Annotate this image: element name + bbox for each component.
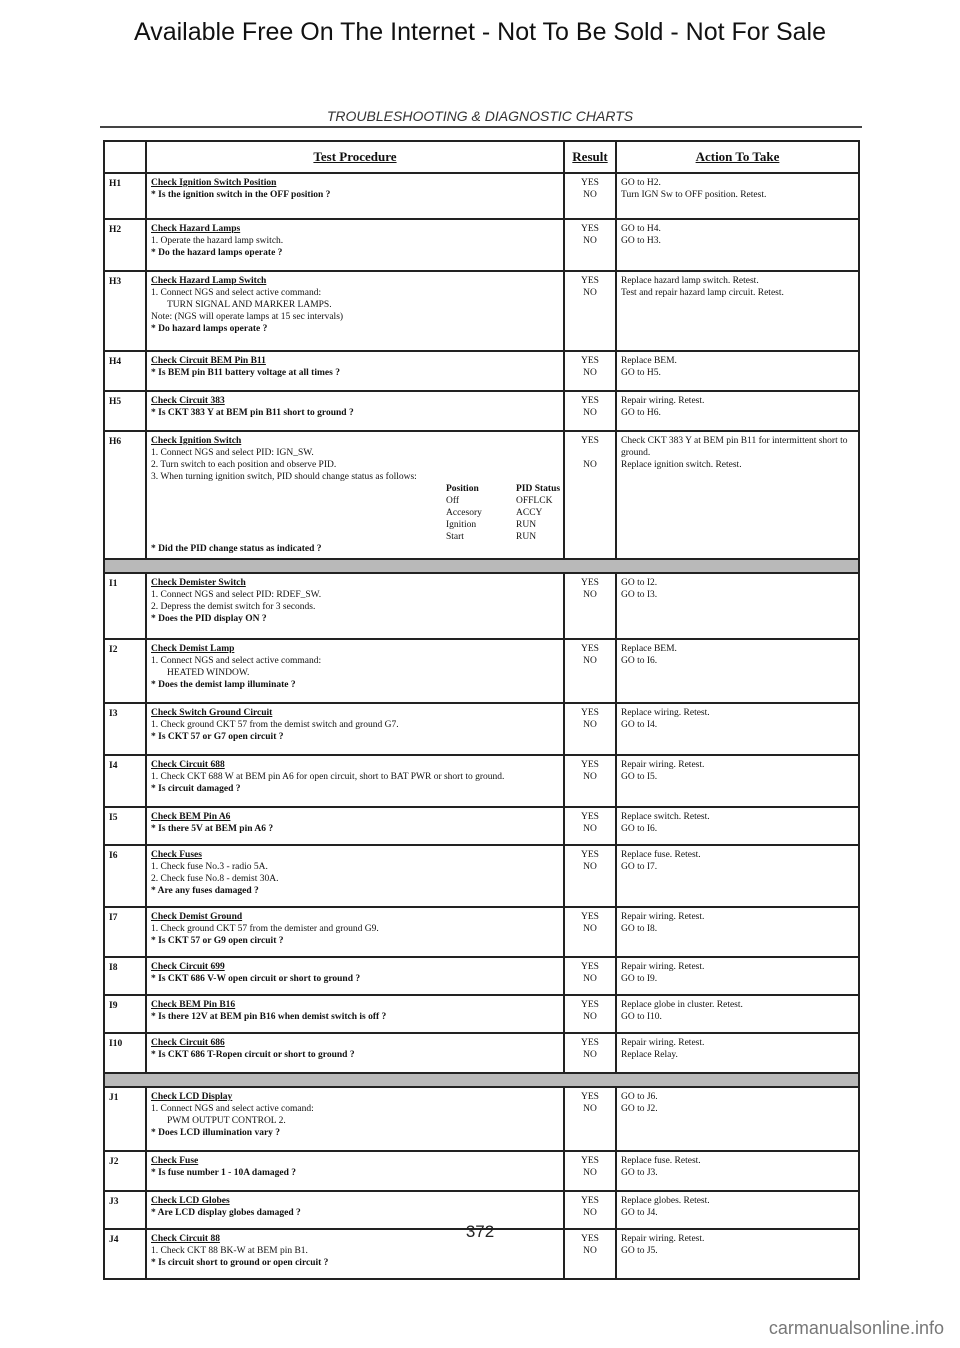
question: * Is circuit damaged ? (151, 784, 241, 794)
procedure-title: Check Circuit 88 (151, 1234, 220, 1244)
action-cell (616, 995, 859, 1033)
result-yes: YES (581, 356, 599, 366)
table-header-row (104, 141, 859, 173)
action-cell (616, 845, 859, 907)
table-row (104, 219, 859, 271)
action-cell (616, 957, 859, 995)
action-no: GO to I9. (621, 974, 658, 984)
table-row (104, 351, 859, 391)
procedure-cell (146, 391, 564, 431)
action-no: GO to H5. (621, 368, 661, 378)
procedure-title: Check Circuit 686 (151, 1038, 225, 1048)
separator-cell (104, 1073, 859, 1087)
procedure-cell (146, 271, 564, 351)
procedure-title: Check Fuses (151, 850, 202, 860)
result-cell (564, 219, 616, 271)
result-cell (564, 755, 616, 807)
step-text: 2. Check fuse No.8 - demist 30A. (151, 874, 279, 884)
step-id: I6 (104, 845, 146, 907)
table-row (104, 807, 859, 845)
action-no: GO to I6. (621, 824, 658, 834)
result-no: NO (583, 288, 597, 298)
procedure-title: Check Demister Switch (151, 578, 246, 588)
result-cell (564, 1087, 616, 1151)
result-no: NO (583, 720, 597, 730)
procedure-title: Check LCD Display (151, 1092, 233, 1102)
result-cell (564, 271, 616, 351)
result-yes: YES (581, 850, 599, 860)
result-no: NO (583, 862, 597, 872)
question: * Is CKT 383 Y at BEM pin B11 short to ground ? (151, 408, 354, 418)
procedure-cell (146, 573, 564, 639)
result-cell (564, 573, 616, 639)
action-no: GO to I8. (621, 924, 658, 934)
action-yes: Replace wiring. Retest. (621, 708, 710, 718)
question: * Is fuse number 1 - 10A damaged ? (151, 1168, 296, 1178)
result-yes: YES (581, 812, 599, 822)
question: * Is there 12V at BEM pin B16 when demist switch is off ? (151, 1012, 387, 1022)
step-id: I2 (104, 639, 146, 703)
question: * Do hazard lamps operate ? (151, 324, 268, 334)
step-text: 1. Connect NGS and select PID: IGN_SW. (151, 448, 314, 458)
procedure-title: Check Circuit 383 (151, 396, 225, 406)
action-yes: Replace BEM. (621, 356, 677, 366)
step-id: I3 (104, 703, 146, 755)
result-cell (564, 907, 616, 957)
action-cell (616, 703, 859, 755)
result-no: NO (583, 1012, 597, 1022)
result-no: NO (583, 924, 597, 934)
action-no: GO to I4. (621, 720, 658, 730)
result-cell (564, 1151, 616, 1191)
result-yes: YES (581, 962, 599, 972)
table-row (104, 907, 859, 957)
pid-status: RUN (516, 520, 537, 530)
result-no: NO (583, 1050, 597, 1060)
procedure-title: Check Fuse (151, 1156, 199, 1166)
result-cell (564, 1033, 616, 1073)
result-cell (564, 639, 616, 703)
result-header: Result (564, 141, 616, 173)
question: * Does the PID display ON ? (151, 614, 267, 624)
action-yes: Repair wiring. Retest. (621, 1038, 705, 1048)
table-row (104, 173, 859, 219)
result-no: NO (583, 772, 597, 782)
result-yes: YES (581, 224, 599, 234)
result-no: NO (583, 974, 597, 984)
question: * Is CKT 57 or G7 open circuit ? (151, 732, 284, 742)
step-id: I10 (104, 1033, 146, 1073)
step-id: H2 (104, 219, 146, 271)
result-yes: YES (581, 708, 599, 718)
action-no: GO to J4. (621, 1208, 658, 1218)
step-text: 1. Operate the hazard lamp switch. (151, 236, 284, 246)
pid-status-header: PID Status (516, 484, 561, 494)
result-cell (564, 845, 616, 907)
section-separator (104, 559, 859, 573)
procedure-cell (146, 173, 564, 219)
action-cell (616, 431, 859, 559)
page-number: 372 (465, 1222, 495, 1241)
procedure-title: Check Demist Ground (151, 912, 243, 922)
pid-position: Start (446, 532, 464, 542)
action-cell (616, 219, 859, 271)
action-yes: Replace globes. Retest. (621, 1196, 710, 1206)
action-no: GO to I10. (621, 1012, 662, 1022)
table-row (104, 845, 859, 907)
diagnostic-table (103, 140, 860, 1280)
action-no: GO to H3. (621, 236, 661, 246)
action-yes: GO to H4. (621, 224, 661, 234)
step-id: J1 (104, 1087, 146, 1151)
action-yes: GO to J6. (621, 1092, 658, 1102)
action-yes: Replace fuse. Retest. (621, 1156, 701, 1166)
result-no: NO (583, 190, 597, 200)
action-yes: GO to H2. (621, 178, 661, 188)
procedure-title: Check Circuit 699 (151, 962, 225, 972)
action-no: Replace ignition switch. Retest. (621, 460, 742, 470)
action-no: Replace Relay. (621, 1050, 678, 1060)
result-no: NO (583, 236, 597, 246)
step-id: H1 (104, 173, 146, 219)
action-cell (616, 1087, 859, 1151)
action-cell (616, 1151, 859, 1191)
step-id: H4 (104, 351, 146, 391)
table-row (104, 1151, 859, 1191)
procedure-title: Check Hazard Lamps (151, 224, 241, 234)
section-separator (104, 1073, 859, 1087)
action-cell (616, 807, 859, 845)
action-cell (616, 391, 859, 431)
procedure-header: Test Procedure (146, 141, 564, 173)
table-row (104, 755, 859, 807)
step-id: I7 (104, 907, 146, 957)
procedure-title: Check LCD Globes (151, 1196, 230, 1206)
footer-watermark: carmanualsonline.info (768, 1318, 944, 1338)
procedure-cell (146, 995, 564, 1033)
result-no: NO (583, 1246, 597, 1256)
procedure-cell (146, 755, 564, 807)
result-yes: YES (581, 1234, 599, 1244)
pid-position: Accesory (446, 508, 482, 518)
question: * Is CKT 686 V-W open circuit or short to ground ? (151, 974, 361, 984)
step-text: 1. Check CKT 688 W at BEM pin A6 for open circuit, short to BAT PWR or short to ground. (151, 772, 505, 782)
result-yes: YES (581, 1156, 599, 1166)
action-no: GO to I5. (621, 772, 658, 782)
result-yes: YES (581, 396, 599, 406)
result-yes: YES (581, 276, 599, 286)
step-text: 1. Check fuse No.3 - radio 5A. (151, 862, 268, 872)
result-no: NO (583, 656, 597, 666)
step-id: I1 (104, 573, 146, 639)
table-row (104, 639, 859, 703)
step-id: J4 (104, 1229, 146, 1279)
step-id: I5 (104, 807, 146, 845)
pid-position-header: Position (446, 484, 479, 494)
table-row (104, 703, 859, 755)
table-row (104, 431, 859, 559)
procedure-title: Check Hazard Lamp Switch (151, 276, 267, 286)
result-yes: YES (581, 644, 599, 654)
result-no: NO (583, 460, 597, 470)
step-id: J2 (104, 1151, 146, 1191)
table-row (104, 995, 859, 1033)
separator-cell (104, 559, 859, 573)
procedure-cell (146, 351, 564, 391)
step-text: 1. Check ground CKT 57 from the demist switch and ground G7. (151, 720, 399, 730)
action-cell (616, 1033, 859, 1073)
id-header (104, 141, 146, 173)
action-no: GO to J3. (621, 1168, 658, 1178)
question: * Are any fuses damaged ? (151, 886, 259, 896)
action-yes: Repair wiring. Retest. (621, 396, 705, 406)
procedure-cell (146, 907, 564, 957)
procedure-title: Check BEM Pin A6 (151, 812, 231, 822)
result-cell (564, 351, 616, 391)
step-id: H6 (104, 431, 146, 559)
action-cell (616, 573, 859, 639)
question: * Did the PID change status as indicated ? (151, 544, 322, 554)
action-yes: Replace BEM. (621, 644, 677, 654)
action-no: GO to I3. (621, 590, 658, 600)
action-yes: Replace hazard lamp switch. Retest. (621, 276, 759, 286)
step-text: 1. Connect NGS and select PID: RDEF_SW. (151, 590, 322, 600)
step-id: I4 (104, 755, 146, 807)
result-cell (564, 391, 616, 431)
action-cell (616, 907, 859, 957)
result-no: NO (583, 408, 597, 418)
procedure-title: Check Ignition Switch (151, 436, 242, 446)
procedure-cell (146, 639, 564, 703)
result-no: NO (583, 1208, 597, 1218)
procedure-cell (146, 1151, 564, 1191)
result-no: NO (583, 1104, 597, 1114)
procedure-cell (146, 219, 564, 271)
action-yes: Repair wiring. Retest. (621, 760, 705, 770)
banner-text: Available Free On The Internet - Not To Be Sold - Not For Sale (133, 18, 827, 46)
procedure-title: Check Circuit 688 (151, 760, 225, 770)
action-no: Turn IGN Sw to OFF position. Retest. (621, 190, 767, 200)
action-yes: Repair wiring. Retest. (621, 962, 705, 972)
procedure-title: Check BEM Pin B16 (151, 1000, 236, 1010)
action-cell (616, 271, 859, 351)
step-text: 1. Connect NGS and select active command: (151, 288, 322, 298)
step-text: 1. Check CKT 88 BK-W at BEM pin B1. (151, 1246, 308, 1256)
result-cell (564, 957, 616, 995)
step-text: 1. Check ground CKT 57 from the demister and ground G9. (151, 924, 379, 934)
question: * Is there 5V at BEM pin A6 ? (151, 824, 274, 834)
result-no: NO (583, 824, 597, 834)
procedure-cell (146, 1033, 564, 1073)
step-text-detail: HEATED WINDOW. (167, 668, 250, 678)
note-text: Note: (NGS will operate lamps at 15 sec intervals) (151, 312, 344, 322)
procedure-cell (146, 957, 564, 995)
action-no: GO to H6. (621, 408, 661, 418)
procedure-cell (146, 845, 564, 907)
action-yes: Replace switch. Retest. (621, 812, 710, 822)
step-id: H3 (104, 271, 146, 351)
result-yes: YES (581, 912, 599, 922)
action-no: GO to J5. (621, 1246, 658, 1256)
action-cell (616, 755, 859, 807)
procedure-title: Check Switch Ground Circuit (151, 708, 273, 718)
action-no: GO to I6. (621, 656, 658, 666)
result-yes: YES (581, 1000, 599, 1010)
pid-status-table (446, 483, 559, 543)
step-id: J3 (104, 1191, 146, 1229)
action-no: GO to I7. (621, 862, 658, 872)
question: * Is CKT 686 T-Ropen circuit or short to ground ? (151, 1050, 355, 1060)
procedure-title: Check Ignition Switch Position (151, 178, 277, 188)
result-yes: YES (581, 578, 599, 588)
table-row (104, 1033, 859, 1073)
result-no: NO (583, 1168, 597, 1178)
procedure-cell (146, 431, 564, 559)
action-yes: GO to I2. (621, 578, 658, 588)
action-cell (616, 173, 859, 219)
pid-position: Ignition (446, 520, 477, 530)
pid-position: Off (446, 496, 460, 506)
step-text: 2. Turn switch to each position and observe PID. (151, 460, 337, 470)
question: * Is CKT 57 or G9 open circuit ? (151, 936, 284, 946)
step-text-detail: PWM OUTPUT CONTROL 2. (167, 1116, 286, 1126)
step-text-detail: TURN SIGNAL AND MARKER LAMPS. (167, 300, 332, 310)
result-yes: YES (581, 1038, 599, 1048)
question: * Are LCD display globes damaged ? (151, 1208, 301, 1218)
table-row (104, 957, 859, 995)
step-id: H5 (104, 391, 146, 431)
step-id: I9 (104, 995, 146, 1033)
result-cell (564, 173, 616, 219)
question: * Do the hazard lamps operate ? (151, 248, 283, 258)
result-yes: YES (581, 1196, 599, 1206)
result-yes: YES (581, 436, 599, 446)
procedure-title: Check Demist Lamp (151, 644, 235, 654)
procedure-cell (146, 807, 564, 845)
result-no: NO (583, 368, 597, 378)
action-yes: Replace globe in cluster. Retest. (621, 1000, 743, 1010)
action-no: Test and repair hazard lamp circuit. Retest. (621, 288, 784, 298)
action-cell (616, 639, 859, 703)
action-cell (616, 351, 859, 391)
action-yes: Replace fuse. Retest. (621, 850, 701, 860)
action-yes: Repair wiring. Retest. (621, 912, 705, 922)
table-row (104, 391, 859, 431)
action-yes: Check CKT 383 Y at BEM pin B11 for intermittent short to ground. (621, 436, 848, 458)
result-yes: YES (581, 760, 599, 770)
pid-status: OFFLCK (516, 496, 553, 506)
pid-status: RUN (516, 532, 537, 542)
question: * Does LCD illumination vary ? (151, 1128, 281, 1138)
step-id: I8 (104, 957, 146, 995)
result-no: NO (583, 590, 597, 600)
question: * Is BEM pin B11 battery voltage at all times ? (151, 368, 340, 378)
procedure-cell (146, 703, 564, 755)
step-text: 1. Connect NGS and select active comand: (151, 1104, 314, 1114)
table-row (104, 573, 859, 639)
action-header: Action To Take (616, 141, 859, 173)
question: * Is the ignition switch in the OFF position ? (151, 190, 331, 200)
step-text: 2. Depress the demist switch for 3 seconds. (151, 602, 316, 612)
result-yes: YES (581, 178, 599, 188)
question: * Does the demist lamp illuminate ? (151, 680, 296, 690)
table-row (104, 271, 859, 351)
table-row (104, 1087, 859, 1151)
action-no: GO to J2. (621, 1104, 658, 1114)
step-text: 1. Connect NGS and select active command: (151, 656, 322, 666)
result-cell (564, 703, 616, 755)
action-yes: Repair wiring. Retest. (621, 1234, 705, 1244)
section-title: TROUBLESHOOTING & DIAGNOSTIC CHARTS (326, 108, 634, 124)
step-text: 3. When turning ignition switch, PID should change status as follows: (151, 472, 417, 482)
pid-status: ACCY (516, 508, 543, 518)
result-yes: YES (581, 1092, 599, 1102)
procedure-title: Check Circuit BEM Pin B11 (151, 356, 266, 366)
procedure-cell (146, 1087, 564, 1151)
result-cell (564, 807, 616, 845)
question: * Is circuit short to ground or open circuit ? (151, 1258, 329, 1268)
result-cell (564, 995, 616, 1033)
header-rule (100, 126, 862, 128)
